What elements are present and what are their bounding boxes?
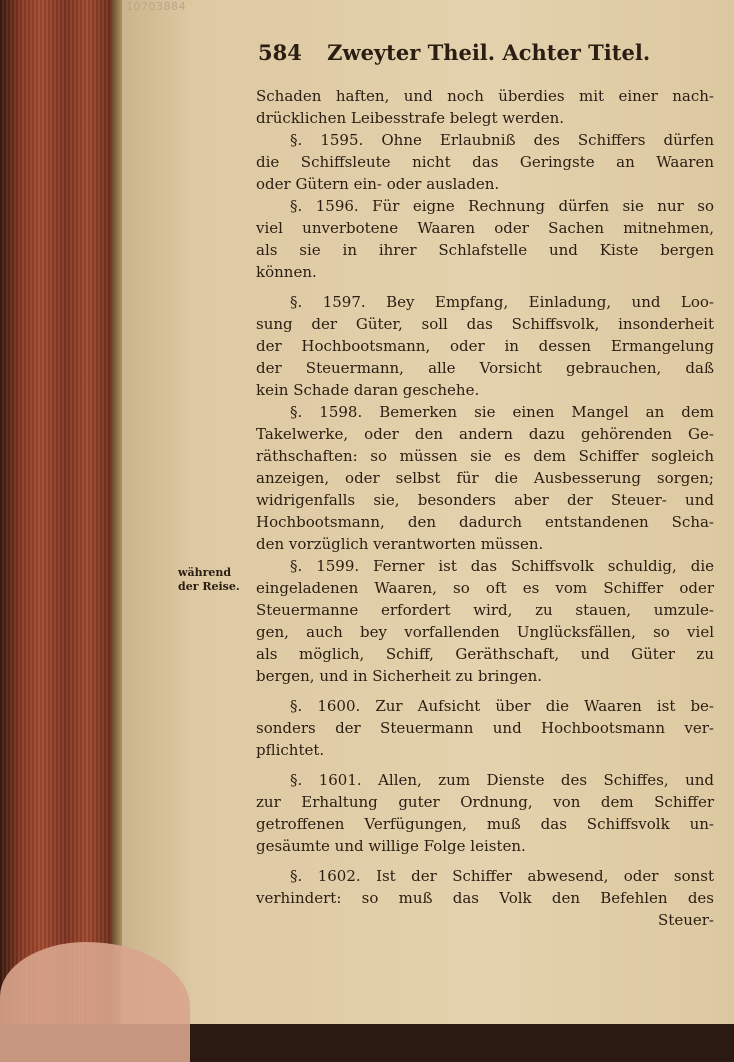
text-line: zur Erhaltung guter Ordnung, von dem Schiffer (256, 793, 714, 811)
text-line: den vorzüglich verantworten müssen. (256, 535, 544, 553)
text-line: kein Schade daran geschehe. (256, 381, 480, 399)
text-line: Steuermanne erfordert wird, zu stauen, umzule- (256, 601, 714, 619)
margin-note-line: der Reise. (178, 580, 240, 593)
text-line: §. 1595. Ohne Erlaubniß des Schiffers dürfen (290, 131, 714, 149)
text-line: §. 1598. Bemerken sie einen Mangel an dem (290, 403, 714, 421)
text-line: als möglich, Schiff, Geräthschaft, und Güter zu (256, 645, 714, 663)
text-line: anzeigen, oder selbst für die Ausbesserung sorgen; (256, 469, 714, 487)
running-title: Zweyter Theil. Achter Titel. (327, 40, 651, 65)
text-line: der Hochbootsmann, oder in dessen Ermangelung (256, 337, 714, 355)
text-line: die Schiffsleute nicht das Geringste an Waaren (256, 153, 714, 171)
text-line: getroffenen Verfügungen, muß das Schiffsvolk un- (256, 815, 714, 833)
book-spine (0, 0, 120, 1024)
text-line: oder Gütern ein- oder ausladen. (256, 175, 500, 193)
text-line: §. 1597. Bey Empfang, Einladung, und Loo- (290, 293, 714, 311)
text-line: drücklichen Leibesstrafe belegt werden. (256, 109, 565, 127)
body-text (256, 85, 714, 931)
paragraph (256, 865, 714, 931)
text-line: §. 1600. Zur Aufsicht über die Waaren ist be- (290, 697, 714, 715)
text-line: Takelwerke, oder den andern dazu gehörenden Ge- (256, 425, 714, 443)
image-id-label: 10703884 (126, 0, 186, 13)
paragraph (256, 195, 714, 283)
text-line: gen, auch bey vorfallenden Unglücksfällen, so viel (256, 623, 714, 641)
text-line: bergen, und in Sicherheit zu bringen. (256, 667, 543, 685)
text-line: räthschaften: so müssen sie es dem Schiffer sogleich (256, 447, 714, 465)
running-header (258, 40, 678, 65)
text-line: Hochbootsmann, den dadurch entstandenen Scha- (256, 513, 714, 531)
text-line: §. 1596. Für eigne Rechnung dürfen sie nur so (290, 197, 714, 215)
text-line: der Steuermann, alle Vorsicht gebrauchen, daß (256, 359, 714, 377)
text-line: viel unverbotene Waaren oder Sachen mitnehmen, (256, 219, 714, 237)
paragraph (256, 401, 714, 555)
paragraph (256, 129, 714, 195)
text-line: eingeladenen Waaren, so oft es vom Schiffer oder (256, 579, 714, 597)
paragraph (256, 85, 714, 129)
text-line: gesäumte und willige Folge leisten. (256, 837, 526, 855)
text-line: §. 1602. Ist der Schiffer abwesend, oder sonst (290, 867, 714, 885)
margin-note-line: während (178, 566, 232, 579)
text-line: §. 1601. Allen, zum Dienste des Schiffes, und (290, 771, 714, 789)
text-line: §. 1599. Ferner ist das Schiffsvolk schuldig, die (290, 557, 714, 575)
text-line: können. (256, 263, 317, 281)
paragraph (256, 555, 714, 687)
catchword: Steuer- (658, 911, 714, 929)
paragraph (256, 695, 714, 761)
text-line: sung der Güter, soll das Schiffsvolk, insonderheit (256, 315, 714, 333)
text-line: Schaden haften, und noch überdies mit einer nach- (256, 87, 714, 105)
paragraph (256, 769, 714, 857)
text-line: pflichtet. (256, 741, 325, 759)
text-line: sonders der Steuermann und Hochbootsmann ver- (256, 719, 714, 737)
margin-note (178, 566, 258, 594)
text-line: widrigenfalls sie, besonders aber der Steuer- und (256, 491, 714, 509)
text-line: verhindert: so muß das Volk den Befehlen des (256, 889, 714, 907)
text-line: als sie in ihrer Schlafstelle und Kiste bergen (256, 241, 714, 259)
page-number: 584 (258, 40, 302, 65)
paragraph (256, 291, 714, 401)
